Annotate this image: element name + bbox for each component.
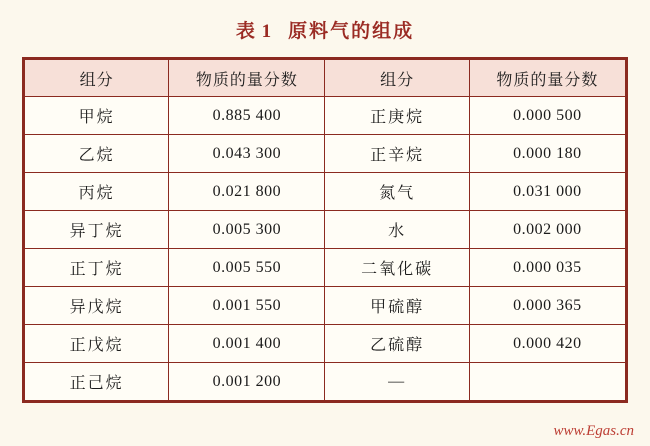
cell-value-right: 0.000 500 (469, 97, 625, 135)
composition-table-wrapper (22, 57, 628, 403)
cell-component-left: 丙烷 (25, 173, 169, 211)
column-header-molefraction-left: 物质的量分数 (169, 60, 325, 97)
cell-value-right: 0.000 365 (469, 287, 625, 325)
cell-value-right: 0.002 000 (469, 211, 625, 249)
cell-component-left: 正丁烷 (25, 249, 169, 287)
column-header-component-right: 组分 (325, 60, 469, 97)
table-title (0, 0, 650, 43)
cell-component-right: 水 (325, 211, 469, 249)
cell-component-left: 正己烷 (25, 363, 169, 401)
cell-value-left: 0.005 550 (169, 249, 325, 287)
cell-component-right: 正庚烷 (325, 97, 469, 135)
table-row (25, 249, 626, 287)
table-row (25, 211, 626, 249)
cell-component-left: 乙烷 (25, 135, 169, 173)
cell-value-left: 0.001 550 (169, 287, 325, 325)
table-title-text: 原料气的组成 (288, 21, 415, 42)
column-header-component-left: 组分 (25, 60, 169, 97)
column-header-molefraction-right: 物质的量分数 (469, 60, 625, 97)
cell-value-right: 0.000 035 (469, 249, 625, 287)
table-row (25, 287, 626, 325)
cell-component-right: 氮气 (325, 173, 469, 211)
cell-value-left: 0.043 300 (169, 135, 325, 173)
cell-component-left: 异丁烷 (25, 211, 169, 249)
cell-value-right (469, 363, 625, 401)
cell-value-left: 0.021 800 (169, 173, 325, 211)
table-row (25, 173, 626, 211)
cell-value-left: 0.005 300 (169, 211, 325, 249)
cell-component-right: 甲硫醇 (325, 287, 469, 325)
cell-component-left: 正戊烷 (25, 325, 169, 363)
table-row (25, 135, 626, 173)
cell-component-right: 乙硫醇 (325, 325, 469, 363)
cell-value-right: 0.031 000 (469, 173, 625, 211)
table-row (25, 363, 626, 401)
cell-component-right: 二氧化碳 (325, 249, 469, 287)
cell-component-left: 甲烷 (25, 97, 169, 135)
table-row (25, 97, 626, 135)
cell-value-left: 0.885 400 (169, 97, 325, 135)
composition-table (24, 59, 626, 401)
cell-value-left: 0.001 400 (169, 325, 325, 363)
cell-value-right: 0.000 420 (469, 325, 625, 363)
table-row (25, 325, 626, 363)
table-header-row (25, 60, 626, 97)
cell-component-right: 正辛烷 (325, 135, 469, 173)
cell-value-left: 0.001 200 (169, 363, 325, 401)
cell-component-left: 异戊烷 (25, 287, 169, 325)
cell-value-right: 0.000 180 (469, 135, 625, 173)
table-title-label: 表 1 (235, 21, 273, 42)
watermark: www.Egas.cn (553, 423, 634, 439)
cell-component-right: — (325, 363, 469, 401)
